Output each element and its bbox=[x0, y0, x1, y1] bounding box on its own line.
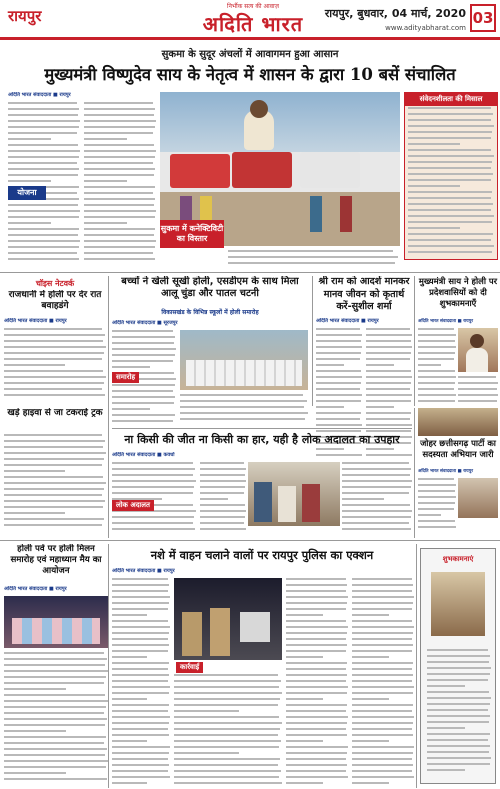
cm-greetings-headline: मुख्यमंत्री साय ने होली पर प्रदेशवासियों को दी शुभकामनाएँ bbox=[418, 276, 498, 308]
story5-text3 bbox=[342, 462, 412, 536]
story6-text bbox=[418, 478, 456, 536]
left-col-text2 bbox=[4, 434, 106, 534]
masthead-city: रायपुर bbox=[8, 7, 42, 25]
left-col-text bbox=[4, 328, 106, 404]
ad-title: शुभकामनाएं bbox=[442, 555, 474, 563]
story6-photo2 bbox=[458, 478, 498, 518]
story4-text2 bbox=[458, 376, 498, 406]
story7-photo bbox=[4, 596, 108, 648]
story5-photo bbox=[248, 462, 340, 526]
lead-story-text-col2 bbox=[84, 102, 156, 264]
lok-adalat-headline: ना किसी की जीत ना किसी का हार, यही है लोक अदालत का उपहार bbox=[124, 433, 400, 446]
lead-photo-caption-text bbox=[228, 250, 400, 272]
story2-text2 bbox=[180, 394, 308, 426]
story2-photo bbox=[180, 330, 308, 390]
masthead-website: www.adityabharat.com bbox=[385, 24, 466, 32]
story2-label: समारोह bbox=[112, 372, 139, 383]
story7-byline: अदिति भारत संवाददाता ■ रायपुर bbox=[4, 586, 67, 592]
holi-milan-headline: होली पर्व पर होली मिलन समारोह एवं महाध्यान मैय का आयोजन bbox=[10, 544, 102, 576]
greetings-ad bbox=[420, 548, 496, 784]
story8-text3 bbox=[286, 578, 348, 788]
newspaper-name: अदिति भारत bbox=[202, 12, 304, 36]
left-col-byline: अदिति भारत संवाददाता ■ रायपुर bbox=[4, 318, 67, 324]
story2-headline: बच्चों ने खेली सूखी होली, एसडीएम के साथ मिला आलू चुंडा और पातल चटनी bbox=[121, 276, 299, 299]
story2-kicker: विकासखंड के विभिन्न स्कूलों में होली समारोह bbox=[161, 309, 259, 316]
ad-text bbox=[427, 649, 491, 779]
page-number: 03 bbox=[470, 4, 496, 32]
story5-label: लोक अदालत bbox=[112, 500, 154, 511]
story7-text bbox=[4, 652, 108, 786]
story8-text bbox=[112, 578, 170, 788]
story5-byline: अदिति भारत संवाददाता ■ कवर्धा bbox=[112, 452, 175, 458]
story8-photo bbox=[174, 578, 282, 660]
story4-photo bbox=[458, 328, 498, 372]
story6-byline: अदिति भारत संवाददाता ■ रायपुर bbox=[418, 469, 474, 474]
story4-byline: अदिति भारत संवाददाता ■ रायपुर bbox=[418, 319, 474, 324]
police-action-headline: नशे में वाहन चलाने वालों पर रायपुर पुलिस का एक्शन bbox=[150, 548, 374, 562]
right-box-title: संवेदनशीलता की मिसाल bbox=[405, 93, 497, 106]
right-box-text bbox=[408, 107, 494, 257]
story5-text bbox=[112, 462, 196, 536]
story8-byline: अदिति भारत संवाददाता ■ रायपुर bbox=[112, 568, 175, 574]
left-col-title: चॉइस नेटवर्क bbox=[35, 279, 75, 288]
main-headline: मुख्यमंत्री विष्णुदेव साय के नेतृत्व में शासन के द्वारा 10 बसें संचालित bbox=[44, 65, 456, 84]
left-col-headline: राजधानी में होली पर देर रात बवाहडंगे bbox=[8, 290, 102, 311]
story8-text2 bbox=[174, 674, 282, 788]
story8-label: कार्रवाई bbox=[176, 662, 203, 673]
johar-party-headline: जोहर छत्तीसगढ़ पार्टी का सदस्यता अभियान जारी bbox=[420, 438, 496, 459]
newspaper-logo bbox=[168, 2, 338, 36]
lead-photo-caption: सुकमा में कनेक्टिविटी का विस्तार bbox=[160, 220, 224, 248]
lead-story-text bbox=[8, 102, 80, 264]
yojana-label: योजना bbox=[8, 186, 46, 200]
story8-text4 bbox=[352, 578, 414, 788]
sushil-sharma-headline: श्री राम को आदर्श मानकर मानव जीवन को कृतार्थ करें-सुशील शर्मा bbox=[318, 276, 410, 312]
story3-byline: अदिति भारत संवाददाता ■ रायपुर bbox=[316, 318, 379, 324]
story4-text bbox=[418, 328, 456, 406]
left-col-headline2: खड़े हाइवा से जा टकराई ट्रक bbox=[7, 408, 103, 418]
masthead-date: रायपुर, बुधवार, 04 मार्च, 2020 bbox=[324, 7, 466, 20]
story2-byline: अदिति भारत संवाददाता ■ सूरजपुर bbox=[112, 320, 178, 326]
masthead bbox=[0, 0, 500, 40]
masthead-tagline: निर्भीक सत्य की आवाज़ bbox=[227, 3, 279, 10]
lead-byline: अदिति भारत संवाददाता ■ रायपुर bbox=[8, 92, 71, 98]
kicker: सुकमा के सुदूर अंचलों में आवागमन हुआ आसान bbox=[161, 49, 339, 60]
right-box bbox=[404, 92, 498, 260]
story6-photo bbox=[418, 408, 498, 436]
story5-text2 bbox=[200, 462, 246, 536]
